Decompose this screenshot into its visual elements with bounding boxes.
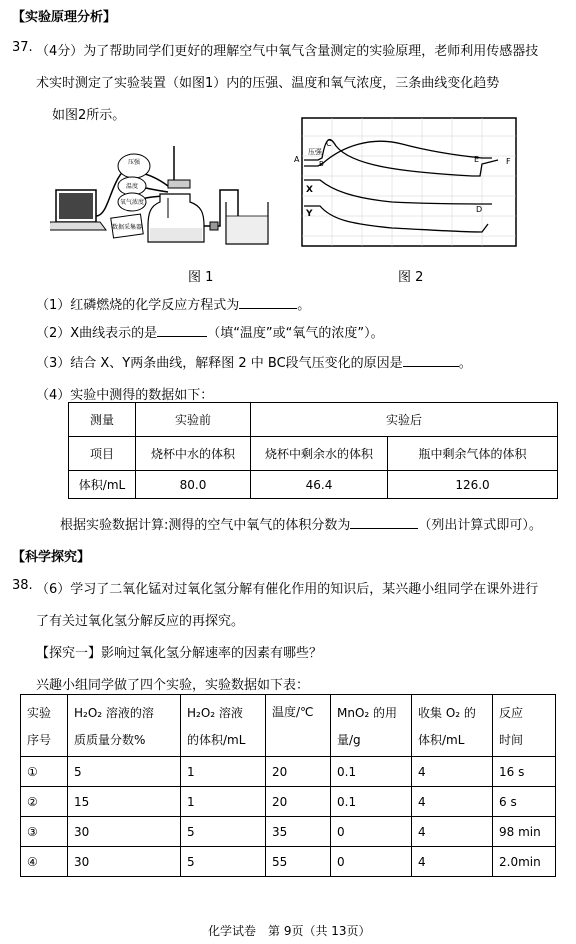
q37-part2-text: （2）X曲线表示的是 <box>36 326 158 341</box>
table-row <box>21 847 556 877</box>
cell-concentration: 30 <box>68 817 181 847</box>
q38-lead: 兴趣小组同学做了四个实验，实验数据如下表： <box>36 678 310 693</box>
q37-calc-text: 根据实验数据计算:测得的空气中氧气的体积分数为 <box>60 518 351 533</box>
fig2-label-b: B <box>319 160 324 168</box>
q37-part3-text: （3）结合 X、Y两条曲线，解释图 2 中 BC段气压变化的原因是 <box>36 356 403 371</box>
fig2-label-a: A <box>294 155 300 164</box>
figure2-curves <box>292 116 522 250</box>
th-remaining-gas: 瓶中剩余气体的体积 <box>388 437 558 471</box>
q37-part1-end: 。 <box>297 298 311 313</box>
value-remaining-water: 46.4 <box>251 471 388 499</box>
th-measure: 测量 <box>69 403 136 437</box>
th-before: 实验前 <box>136 403 251 437</box>
cell-concentration: 30 <box>68 847 181 877</box>
cell-solution-volume: 1 <box>181 757 266 787</box>
fig2-label-e: E <box>474 155 480 164</box>
q37-part2-end: （填“温度”或“氧气的浓度”）。 <box>207 326 384 341</box>
cell-mno2: 0 <box>331 847 412 877</box>
fig1-label-pressure: 压强 <box>127 159 141 166</box>
th-reaction-time-l1: 反应 <box>499 705 524 720</box>
cell-reaction-time: 16 s <box>493 757 556 787</box>
cell-exp-no: ④ <box>21 847 68 877</box>
q38-inquiry-one: 【探究一】影响过氧化氢分解速率的因素有哪些？ <box>36 646 323 661</box>
cell-reaction-time: 98 min <box>493 817 556 847</box>
page-footer: 化学试卷 第 9页（共 13页） <box>208 924 371 938</box>
cell-temperature: 20 <box>266 757 331 787</box>
cell-concentration: 5 <box>68 757 181 787</box>
th-concentration <box>68 695 181 757</box>
answer-blank-2[interactable] <box>157 336 207 337</box>
cell-o2-volume: 4 <box>412 757 493 787</box>
th-reaction-time <box>493 695 556 757</box>
th-exp-no-l1: 实验 <box>27 705 52 720</box>
cell-solution-volume: 1 <box>181 787 266 817</box>
section-title-inquiry: 【科学探究】 <box>12 550 91 565</box>
figure1-caption: 图 1 <box>188 270 214 285</box>
q38-number: 38. <box>12 578 33 593</box>
fig2-label-f: F <box>506 157 511 166</box>
fig2-label-x: X <box>306 185 313 195</box>
q37-part3 <box>36 352 472 371</box>
cell-mno2: 0 <box>331 817 412 847</box>
fig1-label-temperature: 温度 <box>125 183 139 190</box>
cell-exp-no: ③ <box>21 817 68 847</box>
th-exp-no <box>21 695 68 757</box>
th-mno2 <box>331 695 412 757</box>
th-after: 实验后 <box>251 403 558 437</box>
th-mno2-l2: 量/g <box>337 732 361 747</box>
cell-solution-volume: 5 <box>181 817 266 847</box>
fig2-label-d: D <box>476 205 483 214</box>
cell-o2-volume: 4 <box>412 817 493 847</box>
fig2-label-y: Y <box>306 209 313 219</box>
th-solution-volume <box>181 695 266 757</box>
row-label-volume: 体积/mL <box>69 471 136 499</box>
th-item: 项目 <box>69 437 136 471</box>
th-o2-volume-l1: 收集 O₂ 的 <box>418 705 476 720</box>
cell-exp-no: ② <box>21 787 68 817</box>
th-beaker-water: 烧杯中水的体积 <box>136 437 251 471</box>
value-before-water: 80.0 <box>136 471 251 499</box>
table-row <box>21 817 556 847</box>
cell-o2-volume: 4 <box>412 787 493 817</box>
cell-o2-volume: 4 <box>412 847 493 877</box>
q37-part2 <box>36 322 384 341</box>
cell-temperature: 35 <box>266 817 331 847</box>
q37-part1 <box>36 294 310 313</box>
th-o2-volume <box>412 695 493 757</box>
cell-temperature: 20 <box>266 787 331 817</box>
fig2-label-pressure: 压强 <box>308 148 322 156</box>
th-solution-volume-l1: H₂O₂ 溶液 <box>187 705 243 720</box>
answer-blank-3[interactable] <box>403 366 459 367</box>
q37-part3-end: 。 <box>458 356 472 371</box>
q37-part1-text: （1）红磷燃烧的化学反应方程式为 <box>36 298 240 313</box>
cell-mno2: 0.1 <box>331 787 412 817</box>
q37-intro-line1: （4分）为了帮助同学们更好的理解空气中氧气含量测定的实验原理，老师利用传感器技 <box>36 44 539 59</box>
figure1-apparatus <box>50 136 270 248</box>
table-row <box>21 757 556 787</box>
fig2-label-c: C <box>326 139 332 148</box>
th-mno2-l1: MnO₂ 的用 <box>337 705 398 720</box>
value-remaining-gas: 126.0 <box>388 471 558 499</box>
fig1-label-oxygen: 氧气浓度 <box>119 199 145 206</box>
th-remaining-water: 烧杯中剩余水的体积 <box>251 437 388 471</box>
th-reaction-time-l2: 时间 <box>499 732 524 747</box>
cell-mno2: 0.1 <box>331 757 412 787</box>
q37-data-table <box>68 402 558 499</box>
q37-intro-line2: 术实时测定了实验装置（如图1）内的压强、温度和氧气浓度，三条曲线变化趋势 <box>36 76 500 91</box>
q37-intro-line3: 如图2所示。 <box>52 108 126 123</box>
q37-number: 37. <box>12 40 33 55</box>
q37-calc-end: （列出计算式即可）。 <box>418 518 542 533</box>
cell-concentration: 15 <box>68 787 181 817</box>
q37-part4: （4）实验中测得的数据如下： <box>36 388 214 403</box>
fig1-label-collector: 数据采集器 <box>111 224 143 231</box>
th-concentration-l2: 质质量分数% <box>74 732 146 747</box>
cell-temperature: 55 <box>266 847 331 877</box>
answer-blank-1[interactable] <box>239 308 297 309</box>
cell-reaction-time: 2.0min <box>493 847 556 877</box>
q38-data-table <box>20 694 556 877</box>
cell-reaction-time: 6 s <box>493 787 556 817</box>
th-concentration-l1: H₂O₂ 溶液的溶 <box>74 705 154 720</box>
th-exp-no-l2: 序号 <box>27 732 52 747</box>
q38-intro-line1: （6）学习了二氧化锰对过氧化氢分解有催化作用的知识后，某兴趣小组同学在课外进行 <box>36 582 539 597</box>
figure2-caption: 图 2 <box>398 270 424 285</box>
th-o2-volume-l2: 体积/mL <box>418 732 465 747</box>
cell-solution-volume: 5 <box>181 847 266 877</box>
th-temperature: 温度/℃ <box>266 695 331 757</box>
answer-blank-4[interactable] <box>350 528 418 529</box>
q38-intro-line2: 了有关过氧化氢分解反应的再探究。 <box>36 614 245 629</box>
q37-calc <box>60 514 542 533</box>
section-title-principle: 【实验原理分析】 <box>12 10 117 25</box>
q38-header-row <box>21 695 556 757</box>
cell-exp-no: ① <box>21 757 68 787</box>
table-row <box>21 787 556 817</box>
th-solution-volume-l2: 的体积/mL <box>187 732 246 747</box>
